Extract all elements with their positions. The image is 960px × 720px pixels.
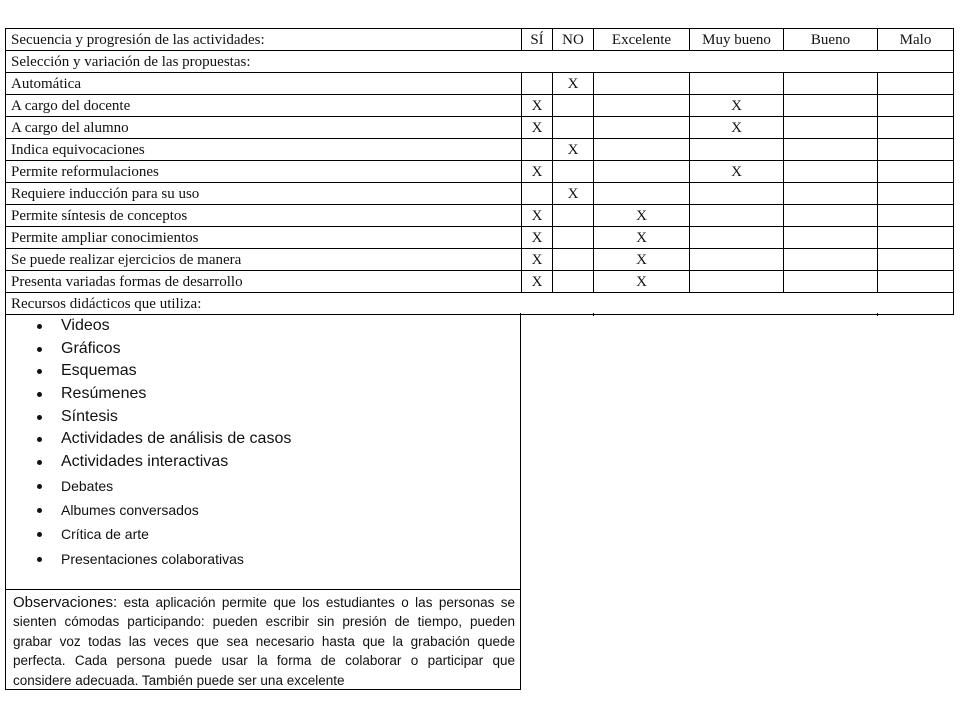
mark-cell (784, 73, 878, 95)
mark-cell: X (553, 73, 594, 95)
mark-cell: X (553, 139, 594, 161)
criterion-label: A cargo del alumno (6, 117, 522, 139)
criterion-label: Permite reformulaciones (6, 161, 522, 183)
mark-cell (878, 227, 954, 249)
divider (593, 313, 594, 316)
mark-cell (522, 139, 553, 161)
mark-cell: X (522, 161, 553, 183)
mark-cell (878, 117, 954, 139)
mark-cell (878, 95, 954, 117)
mark-cell (784, 249, 878, 271)
list-item: Gráficos (6, 338, 520, 361)
mark-cell (878, 73, 954, 95)
table-row (6, 271, 954, 293)
mark-cell: X (690, 117, 784, 139)
mark-cell (784, 227, 878, 249)
mark-cell (594, 161, 690, 183)
mark-cell (553, 249, 594, 271)
list-item: Presentaciones colaborativas (6, 547, 520, 571)
mark-cell: X (594, 227, 690, 249)
mark-cell: X (690, 95, 784, 117)
mark-cell (690, 271, 784, 293)
mark-cell: X (553, 183, 594, 205)
mark-cell (784, 183, 878, 205)
criteria-header: Secuencia y progresión de las actividades: (6, 29, 522, 51)
resources-title: Recursos didácticos que utiliza: (6, 293, 954, 315)
mark-cell (784, 161, 878, 183)
col-header-si: SÍ (522, 29, 553, 51)
criterion-label: Permite síntesis de conceptos (6, 205, 522, 227)
mark-cell (690, 139, 784, 161)
criterion-label: Presenta variadas formas de desarrollo (6, 271, 522, 293)
criterion-label: Indica equivocaciones (6, 139, 522, 161)
mark-cell (594, 139, 690, 161)
mark-cell (784, 95, 878, 117)
table-row (6, 205, 954, 227)
list-item: Esquemas (6, 360, 520, 383)
mark-cell (594, 183, 690, 205)
criterion-label: Se puede realizar ejercicios de manera (6, 249, 522, 271)
col-header-bueno: Bueno (784, 29, 878, 51)
mark-cell (553, 205, 594, 227)
mark-cell (553, 161, 594, 183)
table-row (6, 227, 954, 249)
table-row (6, 161, 954, 183)
mark-cell (690, 73, 784, 95)
table-row (6, 73, 954, 95)
mark-cell (522, 73, 553, 95)
mark-cell (784, 205, 878, 227)
mark-cell (690, 183, 784, 205)
divider (877, 313, 878, 316)
mark-cell (878, 183, 954, 205)
table-row (6, 95, 954, 117)
list-item: Albumes conversados (6, 498, 520, 522)
mark-cell: X (522, 117, 553, 139)
list-item: Videos (6, 315, 520, 338)
mark-cell: X (522, 271, 553, 293)
criterion-label: Requiere inducción para su uso (6, 183, 522, 205)
criterion-label: Automática (6, 73, 522, 95)
mark-cell (594, 117, 690, 139)
list-item: Síntesis (6, 406, 520, 429)
mark-cell (878, 161, 954, 183)
mark-cell (878, 139, 954, 161)
list-item: Resúmenes (6, 383, 520, 406)
observations-text: esta aplicación permite que los estudiantes o las personas se sienten cómodas participando: pueden escribir sin presión de tiempo, pueden grabar voz todas las veces que sea necesario hasta que la grabación quede perfecta. Cada persona puede usar la forma de colaborar o participar que considere adecuada. También puede ser una excelente (13, 595, 515, 688)
mark-cell (553, 271, 594, 293)
col-header-muy-bueno: Muy bueno (690, 29, 784, 51)
mark-cell (878, 271, 954, 293)
criterion-label: A cargo del docente (6, 95, 522, 117)
resources-row (6, 293, 954, 315)
mark-cell (784, 139, 878, 161)
mark-cell: X (522, 227, 553, 249)
evaluation-table (5, 28, 954, 315)
mark-cell (690, 227, 784, 249)
observations-box (5, 590, 521, 690)
observations-label: Observaciones: (13, 594, 118, 611)
mark-cell (878, 249, 954, 271)
section-title: Selección y variación de las propuestas: (6, 51, 954, 73)
list-item: Debates (6, 474, 520, 498)
table-row (6, 117, 954, 139)
mark-cell (553, 227, 594, 249)
mark-cell: X (594, 205, 690, 227)
table-row (6, 183, 954, 205)
mark-cell (784, 117, 878, 139)
mark-cell (522, 183, 553, 205)
col-header-excelente: Excelente (594, 29, 690, 51)
resources-list (6, 313, 520, 571)
mark-cell (553, 117, 594, 139)
mark-cell (594, 73, 690, 95)
mark-cell (878, 205, 954, 227)
mark-cell (553, 95, 594, 117)
header-row (6, 29, 954, 51)
list-item: Crítica de arte (6, 522, 520, 546)
mark-cell: X (594, 249, 690, 271)
section-row (6, 51, 954, 73)
list-item: Actividades interactivas (6, 451, 520, 474)
mark-cell: X (522, 95, 553, 117)
mark-cell (594, 95, 690, 117)
mark-cell: X (690, 161, 784, 183)
resources-list-box (5, 313, 521, 590)
mark-cell: X (594, 271, 690, 293)
table-row (6, 249, 954, 271)
mark-cell (784, 271, 878, 293)
table-row (6, 139, 954, 161)
mark-cell: X (522, 249, 553, 271)
criterion-label: Permite ampliar conocimientos (6, 227, 522, 249)
col-header-no: NO (553, 29, 594, 51)
col-header-malo: Malo (878, 29, 954, 51)
mark-cell (690, 249, 784, 271)
mark-cell: X (522, 205, 553, 227)
mark-cell (690, 205, 784, 227)
list-item: Actividades de análisis de casos (6, 428, 520, 451)
